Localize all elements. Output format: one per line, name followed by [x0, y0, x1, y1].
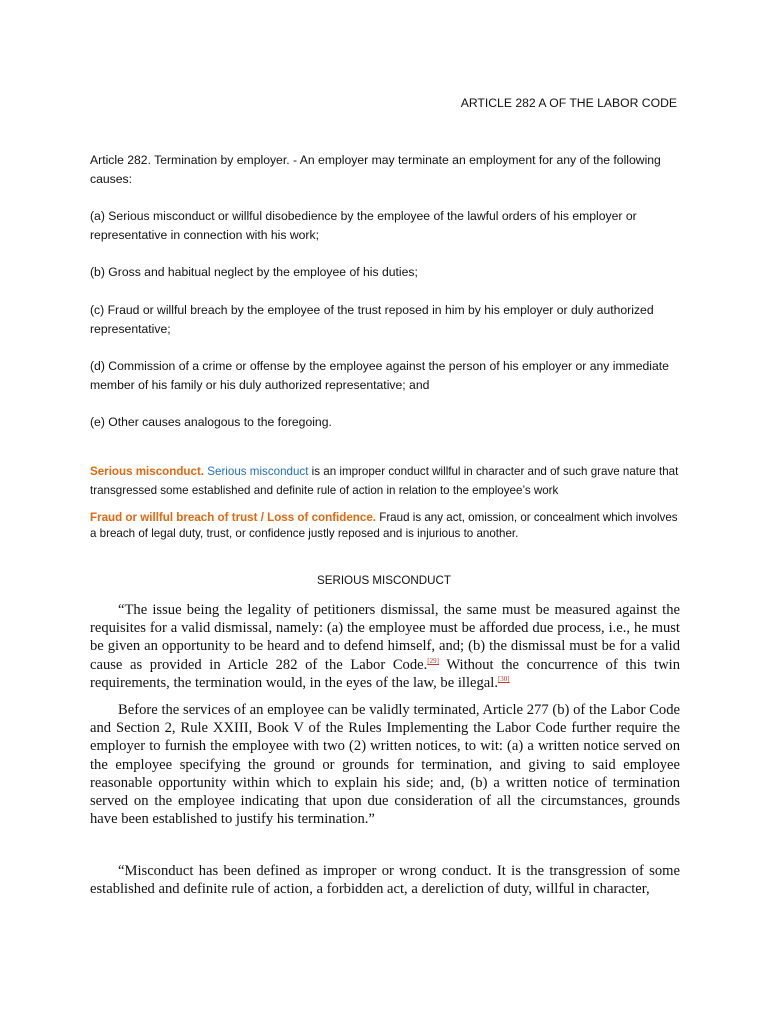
quote-text: Without the concurrence of this twin requirements, the termination would, in the eyes of the law, be illegal. [90, 656, 680, 691]
definition-text: is an improper conduct willful in character and of such grave nature that transgressed some established and definite rule of action in relation to the employee’s work [90, 465, 679, 497]
quote-text: “The issue being the legality of petitioners dismissal, the same must be measured against the requisites for a valid dismissal, namely: (a) the employee must be afforded due process, i.e., he must be given an opportunity to be heard and to defend himself, and; (b) the dismissal must be for a valid cause as provided in Article 282 of the Labor Code. [90, 602, 680, 673]
definition-term: Fraud or willful breach of trust / Loss of confidence. [90, 511, 377, 524]
cause-a: (a) Serious misconduct or willful disobedience by the employee of the lawful orders of his employer or representative in connection with his work; [90, 209, 637, 242]
quote-paragraph-2: Before the services of an employee can be validly terminated, Article 277 (b) of the Labor Code and Section 2, Rule XXIII, Book V of the Rules Implementing the Labor Code further require the employer to furnish the employee with two (2) written notices, to wit: (a) a written notice served on the employee specifying the ground or grounds for termination, and giving to said employee reasonable opportunity within which to explain his side; and, (b) a written notice of termination served on the employee indicating that upon due consideration of all the circumstances, grounds have been established to justify his termination.” [90, 702, 680, 828]
section-heading: SERIOUS MISCONDUCT [317, 574, 451, 587]
footnote-30[interactable]: [30] [497, 674, 510, 683]
definition-serious-misconduct [90, 462, 680, 500]
cause-e: (e) Other causes analogous to the foregoing. [90, 415, 332, 429]
definition-term: Serious misconduct. [90, 465, 205, 478]
quote-paragraph-3: “Misconduct has been defined as improper or wrong conduct. It is the transgression of some established and definite rule of action, a forbidden act, a dereliction of duty, willful in character, [90, 863, 680, 898]
document-title: ARTICLE 282 A OF THE LABOR CODE [460, 96, 677, 110]
definition-fraud [90, 510, 680, 542]
article-intro: Article 282. Termination by employer. - An employer may terminate an employment for any of the following causes: [90, 153, 661, 186]
cause-c: (c) Fraud or willful breach by the employee of the trust reposed in him by his employer or duly authorized representative; [90, 303, 654, 336]
quote-paragraph-1 [90, 601, 680, 692]
cause-b: (b) Gross and habitual neglect by the employee of his duties; [90, 265, 418, 279]
footnote-29[interactable]: [29] [427, 656, 439, 665]
definition-text: Fraud is any act, omission, or concealment which involves a breach of legal duty, trust, or confidence justly reposed and is injurious to another. [90, 511, 678, 540]
serious-misconduct-link[interactable]: Serious misconduct [207, 465, 309, 478]
cause-d: (d) Commission of a crime or offense by the employee against the person of his employer or any immediate member of his family or his duly authorized representative; and [90, 359, 669, 392]
